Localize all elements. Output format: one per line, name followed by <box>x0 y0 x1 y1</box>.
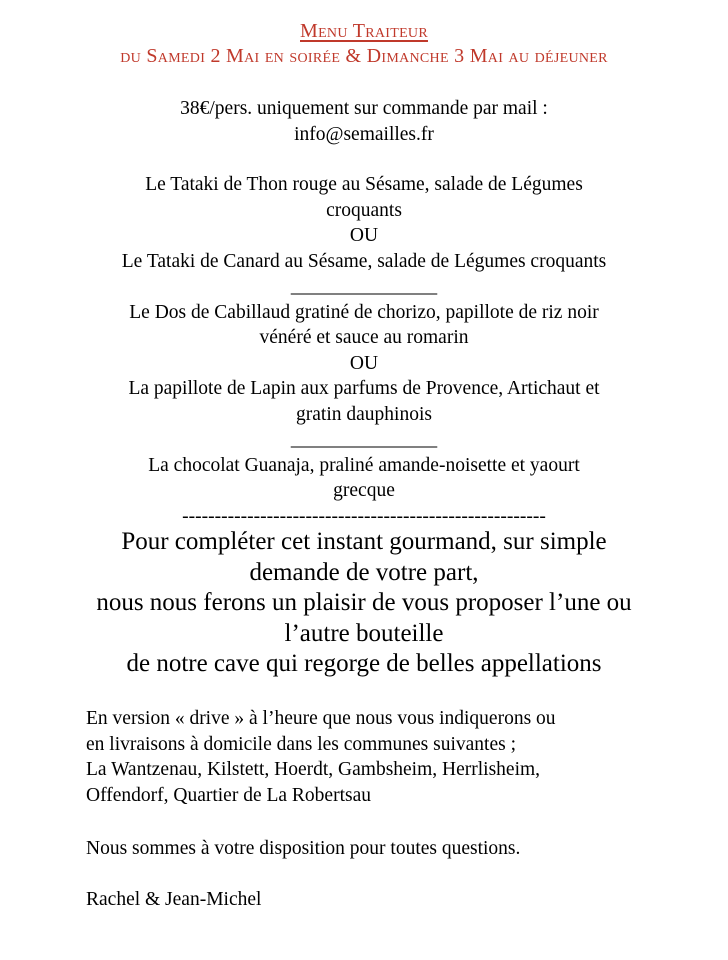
or-separator-2: OU <box>349 352 379 374</box>
wine-line-1: Pour compléter cet instant gourmand, sur simple <box>121 528 607 555</box>
or-separator-1: OU <box>349 225 379 246</box>
menu-courses <box>20 172 708 529</box>
course-divider-2: _______________ <box>290 429 438 450</box>
delivery-paragraph <box>86 706 706 808</box>
starter-1-line-2: croquants <box>326 199 402 221</box>
wine-line-3: nous nous ferons un plaisir de vous proposer l’une ou <box>96 589 632 616</box>
wine-line-2: demande de votre part, <box>249 558 479 586</box>
availability-text: Nous sommes à votre disposition pour toutes questions. <box>86 838 521 859</box>
dessert-line-2: grecque <box>333 480 395 501</box>
starter-2: Le Tataki de Canard au Sésame, salade de Légumes croquants <box>121 250 607 272</box>
main-1-line-2: vénéré et sauce au romarin <box>259 327 469 348</box>
menu-subtitle: du Samedi 2 Mai en soirée & Dimanche 3 Mai au déjeuner <box>120 45 608 67</box>
delivery-line-1: En version « drive » à l’heure que nous vous indiquerons ou <box>86 708 556 729</box>
wine-line-5: de notre cave qui regorge de belles appellations <box>126 650 602 677</box>
starter-1-line-1: Le Tataki de Thon rouge au Sésame, salade de Légumes <box>145 174 583 195</box>
wine-line-4: l’autre bouteille <box>284 619 444 647</box>
signature: Rachel & Jean-Michel <box>86 889 262 910</box>
main-1-line-1: Le Dos de Cabillaud gratiné de chorizo, papillote de riz noir <box>129 301 599 323</box>
pricing-text: 38€/pers. uniquement sur commande par mail : <box>180 98 548 119</box>
pricing-block <box>20 96 708 147</box>
dessert-line-1: La chocolat Guanaja, praliné amande-noisette et yaourt <box>148 454 580 476</box>
course-divider-1: _______________ <box>290 276 438 297</box>
main-2-line-2: gratin dauphinois <box>296 403 432 425</box>
email-link[interactable]: info@semailles.fr <box>294 123 434 145</box>
delivery-line-2: en livraisons à domicile dans les communes suivantes ; <box>86 733 516 755</box>
menu-title: Menu Traiteur <box>300 20 428 42</box>
delivery-line-4: Offendorf, Quartier de La Robertsau <box>86 784 371 806</box>
delivery-line-3: La Wantzenau, Kilstett, Hoerdt, Gambsheim, Herrlisheim, <box>86 759 541 780</box>
wine-paragraph <box>20 527 708 680</box>
dashed-divider: -------------------------------------------------------- <box>182 505 546 527</box>
main-2-line-1: La papillote de Lapin aux parfums de Provence, Artichaut et <box>128 378 600 399</box>
